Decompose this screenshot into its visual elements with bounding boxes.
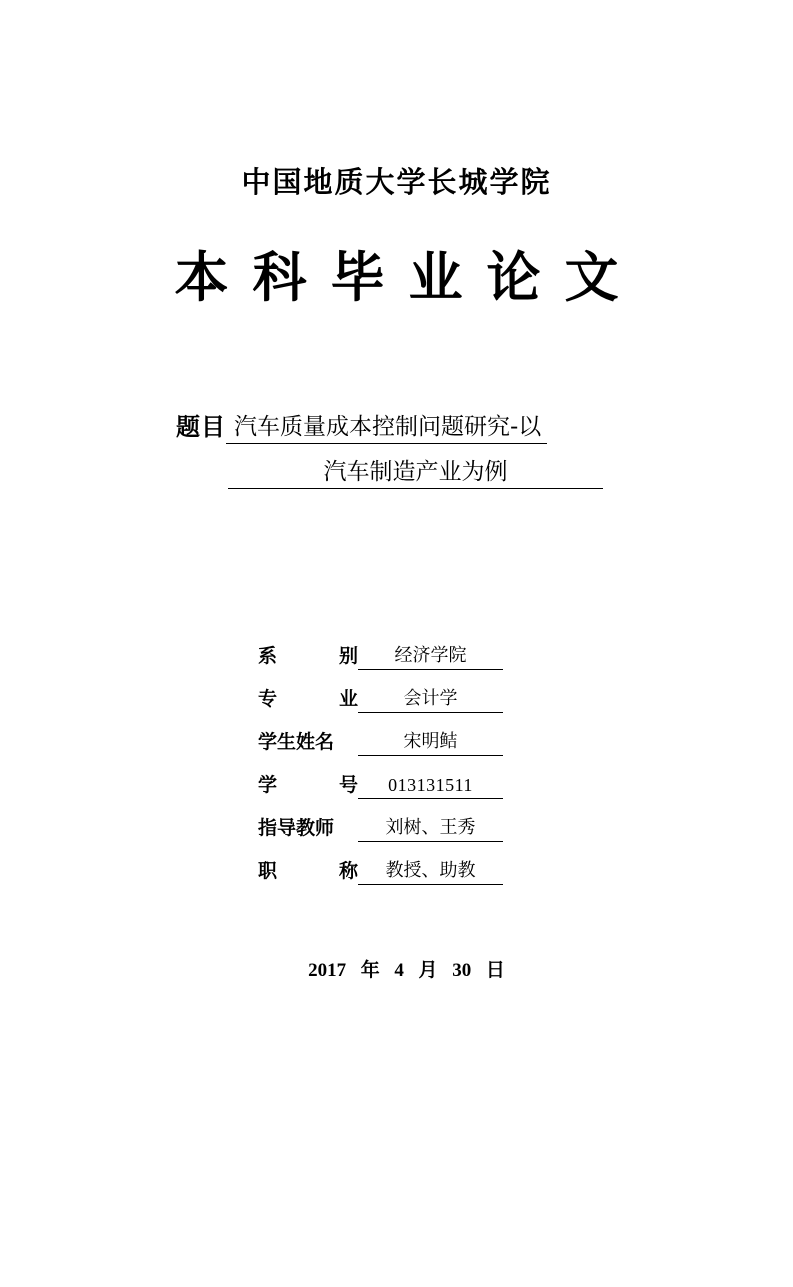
thesis-title-line-1: 汽车质量成本控制问题研究-以	[226, 408, 547, 444]
date-year-unit: 年	[360, 959, 380, 982]
date-month-unit: 月	[418, 959, 438, 982]
value-student-id: 013131511	[358, 775, 503, 799]
info-row-student-id	[258, 770, 793, 799]
value-student-name: 宋明鲒	[358, 727, 503, 756]
thesis-title-line-2: 汽车制造产业为例	[228, 453, 603, 489]
label-department-a: 系	[258, 645, 278, 668]
label-department-b: 别	[338, 645, 358, 668]
thesis-title-row-1	[176, 407, 673, 444]
label-department	[258, 641, 358, 670]
value-title-rank: 教授、助教	[358, 856, 503, 885]
thesis-title-label: 题目	[176, 412, 226, 442]
label-student-id-a: 学	[258, 774, 278, 797]
info-row-department	[258, 641, 793, 670]
thesis-title-block	[0, 407, 793, 489]
label-title-rank-a: 职	[258, 860, 278, 883]
label-student-name	[258, 727, 358, 756]
label-student-id	[258, 770, 358, 799]
submission-date	[0, 955, 793, 982]
date-year: 2017	[308, 960, 347, 982]
thesis-title-row-2	[176, 453, 673, 489]
document-type-title: 本科毕业论文	[174, 244, 643, 309]
date-day: 30	[452, 960, 472, 982]
label-advisor-a: 指导教师	[258, 817, 335, 840]
label-major-a: 专	[258, 688, 278, 711]
cover-page	[0, 165, 793, 1287]
label-title-rank-b: 称	[338, 860, 358, 883]
label-student-name-a: 学生姓名	[258, 731, 335, 754]
value-department: 经济学院	[358, 641, 503, 670]
date-month: 4	[394, 960, 404, 982]
info-row-major	[258, 684, 793, 713]
label-major-b: 业	[338, 688, 358, 711]
label-advisor	[258, 813, 358, 842]
value-major: 会计学	[358, 684, 503, 713]
info-row-student-name	[258, 727, 793, 756]
value-advisor: 刘树、王秀	[358, 813, 503, 842]
label-student-id-b: 号	[338, 774, 358, 797]
author-info-block	[0, 641, 793, 885]
label-major	[258, 684, 358, 713]
info-row-title-rank	[258, 856, 793, 885]
info-row-advisor	[258, 813, 793, 842]
university-name: 中国地质大学长城学院	[241, 165, 552, 199]
date-day-unit: 日	[485, 959, 505, 982]
label-title-rank	[258, 856, 358, 885]
